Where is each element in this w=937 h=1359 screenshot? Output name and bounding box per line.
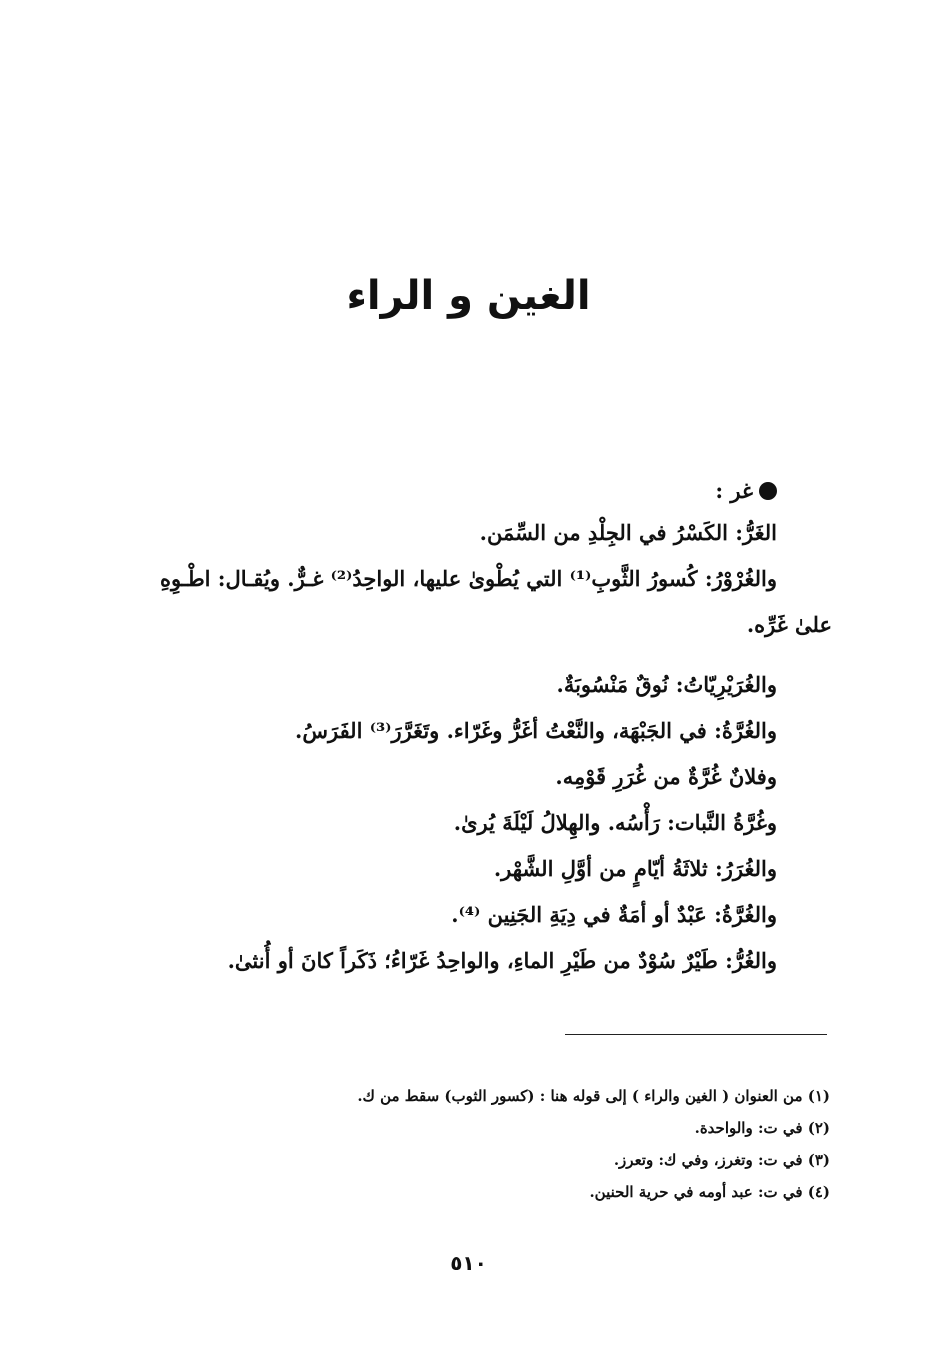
footnote: (١) من العنوان ( الغين والراء ) إلى قوله هنا : (كسور الثوب) سقط من ك. bbox=[357, 1087, 830, 1105]
chapter-title: الغين و الراء bbox=[346, 273, 591, 319]
footnote: (٢) في ت: والواحدة. bbox=[694, 1119, 830, 1137]
entry-line: والغُرُّ: طَيْرٌ سُوْدٌ من طَيْرِ الماءِ، والواحِدُ غَرّاءُ؛ ذَكَراً كانَ أو أُنثىٰ. bbox=[227, 948, 777, 973]
footnote-divider bbox=[565, 1034, 827, 1035]
entry-line: والغُرَرُ: ثلاثَةُ أيّامٍ من أوَّلِ الشَّهْر. bbox=[493, 856, 777, 881]
dictionary-entry bbox=[100, 472, 832, 984]
entry-line: والغُرَّةُ: في الجَبْهَة، والنَّعْتُ أغَرُّ وغَرّاء. وتَغَرَّرَ⁽³⁾ الفَرَسُ. bbox=[295, 718, 777, 743]
entry-line: وفلانٌ غُرَّةٌ من غُرَرِ قَوْمِه. bbox=[555, 764, 777, 789]
entry-root: غر : bbox=[715, 478, 753, 503]
entry-line: والغُرَيْرِيّاتُ: نُوقٌ مَنْسُوبَةٌ. bbox=[556, 672, 777, 697]
bullet-icon bbox=[759, 482, 777, 500]
entry-head bbox=[100, 472, 777, 510]
entry-line: والغُرَّةُ: عَبْدٌ أو أمَةٌ في دِيَةِ الجَنِين ⁽⁴⁾. bbox=[451, 902, 777, 927]
footnotes bbox=[100, 1080, 830, 1208]
entry-line: وغُرَّةُ النَّبات: رَأْسُه. والهِلالُ لَيْلَةَ يُرىٰ. bbox=[453, 810, 777, 835]
entry-line: والغُرْوْرُ: كُسورُ الثَّوبِ⁽¹⁾ التي يُطْوىٰ عليها، الواحِدُ⁽²⁾ غـرٌّ. ويُقـال: اطْـوِهِ bbox=[159, 566, 777, 591]
page-number: ٥١٠ bbox=[450, 1251, 487, 1275]
entry-line: علىٰ غَرِّه. bbox=[746, 612, 832, 637]
footnote: (٤) في ت: عبد أومه في حرية الحنين. bbox=[589, 1183, 830, 1201]
entry-line: الغَرُّ: الكَسْرُ في الجِلْدِ من السِّمَن. bbox=[479, 520, 777, 545]
footnote: (٣) في ت: وتغرز، وفي ك: وتعرز. bbox=[613, 1151, 830, 1169]
